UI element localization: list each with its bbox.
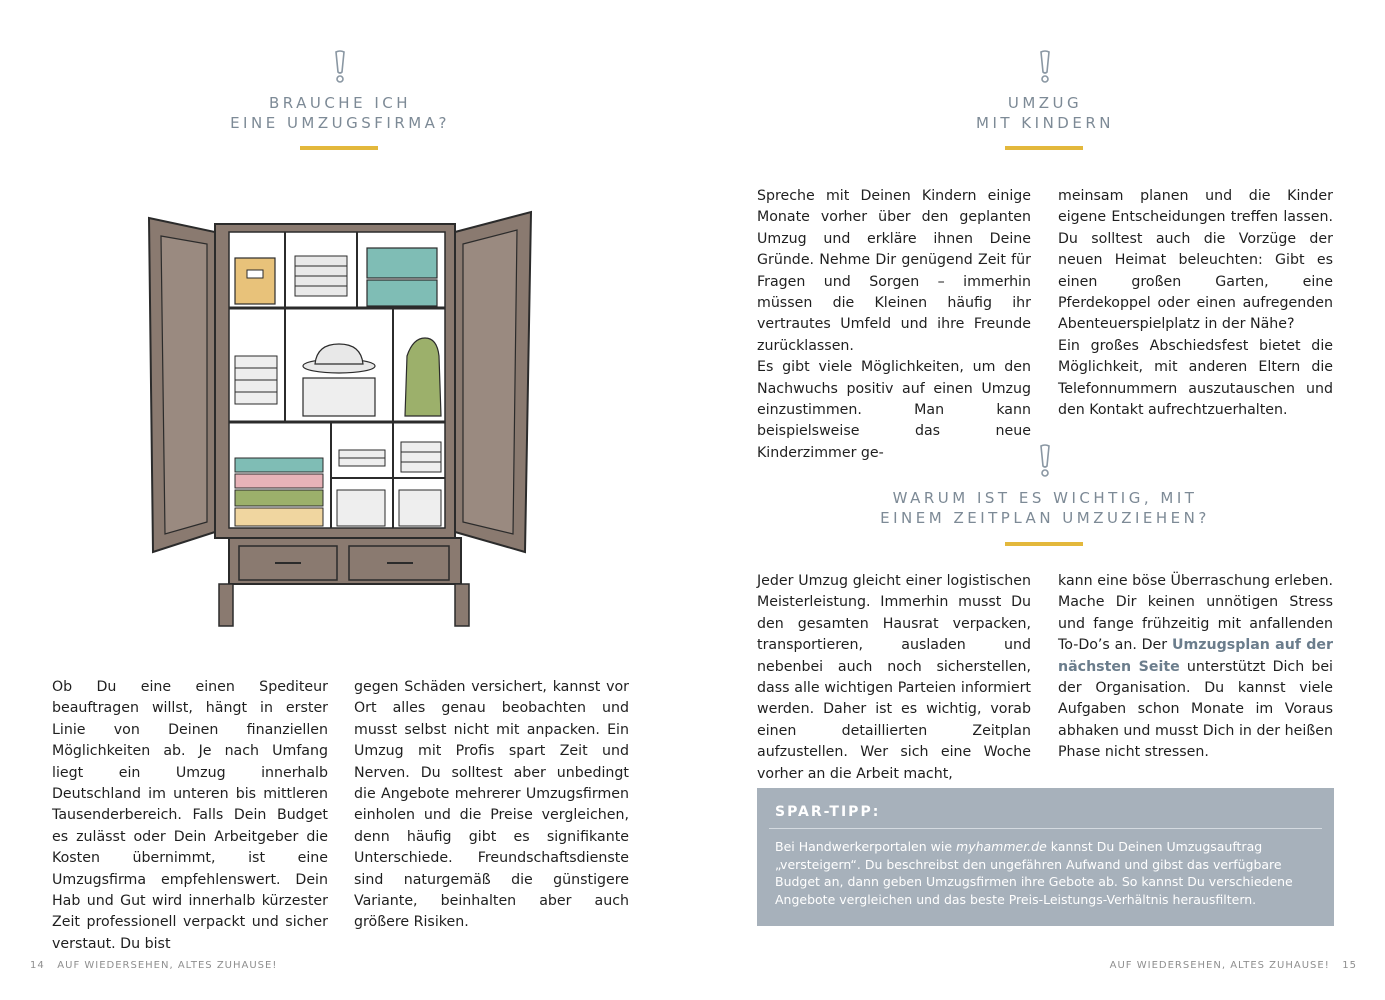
heading-underline xyxy=(1005,542,1083,546)
running-title: AUF WIEDERSEHEN, ALTES ZUHAUSE! xyxy=(57,960,278,971)
left-page xyxy=(0,0,692,1000)
footer-right xyxy=(1110,960,1357,971)
tip-divider xyxy=(769,828,1322,829)
heading-umzug-kindern: UMZUG MIT KINDERN xyxy=(976,94,1114,132)
heading-umzugsfirma: BRAUCHE ICH EINE UMZUGSFIRMA? xyxy=(230,94,450,132)
text-column-1: Ob Du eine einen Spediteur beauftragen willst, hängt in erster Linie von Deinen finanziellen Möglichkeiten ab. Je nach Umfang liegt ein Umzug innerhalb Deutschland im unteren bis mittleren Tausenderbereich. Falls Dein Budget es zulässt oder Dein Arbeitgeber die Kosten übernimmt, ist eine Umzugsfirma empfehlenswert. Dein Hab und Gut wird innerhalb kürzester Zeit professionell verpackt und sicher verstaut. Du bist xyxy=(52,679,328,952)
umzugsplan-link[interactable]: Umzugsplan auf der nächsten Seite xyxy=(1058,637,1333,675)
tip-title: SPAR-TIPP: xyxy=(775,804,881,820)
text-column-4: kann eine böse Überraschung erleben. Mache Dir keinen unnötigen Stress und fange frühzeitig mit anfallenden To-Do’s an. Der Umzugsplan auf der nächsten Seite unterstützt Dich bei der Organisation. Du kannst viele Aufgaben schon Monate im Voraus abhaken und musst Dich in der heißen Phase nicht stressen. xyxy=(1058,573,1333,761)
page-number: 15 xyxy=(1342,960,1357,971)
text-column-2: meinsam planen und die Kinder eigene Entscheidungen treffen lassen. Du solltest auch die Vorzüge der neuen Heimat beleuchten: Gibt es einen großen Garten, eine Pferdekoppel oder einen aufregenden Abenteuerspielplatz in der Nähe? Ein großes Abschiedsfest bietet die Möglichkeit, mit anderen Eltern die Telefonnummern auszutauschen und den Kontakt aufrechtzuerhalten. xyxy=(1058,188,1333,419)
heading-underline xyxy=(300,146,378,150)
heading-zeitplan: WARUM IST ES WICHTIG, MIT EINEM ZEITPLAN UMZUZIEHEN? xyxy=(880,489,1210,527)
text-column-2: gegen Schäden versichert, kannst vor Ort alles genau beobachten und musst selbst nicht mit anpacken. Ein Umzug mit Profis spart Zeit und Nerven. Du solltest aber unbedingt die Angebote mehrerer Umzugsfirmen einholen und die Preise vergleichen, denn häufig gibt es signifikante Unterschiede. Freundschaftsdienste sind naturgemäß die günstigere Variante, beinhalten aber auch größere Risiken. xyxy=(354,679,629,931)
text-column-1: Spreche mit Deinen Kindern einige Monate vorher über den geplanten Umzug und erkläre ihnen Deine Gründe. Nehme Dir genügend Zeit für Fragen und Sorgen – immerhin müssen die Kleinen häufig ihr vertrautes Umfeld und ihre Freunde zurücklassen. Es gibt viele Möglichkeiten, um den Nachwuchs positiv auf einen Umzug einzustimmen. Man kann beispielsweise das neue Kinderzimmer ge- xyxy=(757,188,1031,461)
footer-left xyxy=(30,960,277,971)
page-number: 14 xyxy=(30,960,45,971)
tip-site-name: myhammer.de xyxy=(956,839,1047,854)
tip-text: Bei Handwerkerportalen wie myhammer.de kannst Du Deinen Umzugsauftrag „versteigern“. Du beschreibst den ungefähren Aufwand und gibst das verfügbare Budget an, dann geben Umzugsfirmen ihre Gebote ab. So kannst Du verschiedene Angebote vergleichen und das beste Preis-Leistungs-Verhältnis herausfiltern. xyxy=(775,839,1293,907)
spar-tipp-box xyxy=(757,788,1334,926)
right-page xyxy=(692,0,1385,1000)
text-column-3: Jeder Umzug gleicht einer logistischen Meisterleistung. Immerhin musst Du den gesamten Hausrat verpacken, transportieren, ausladen und nebenbei auch noch sicherstellen, dass alle wichtigen Parteien informiert werden. Daher ist es wichtig, vorab einen detaillierten Zeitplan aufzustellen. Wer sich eine Woche vorher an die Arbeit macht, xyxy=(757,573,1031,782)
exclamation-icon xyxy=(1038,50,1052,84)
running-title: AUF WIEDERSEHEN, ALTES ZUHAUSE! xyxy=(1109,960,1330,971)
wardrobe-illustration xyxy=(145,196,545,632)
exclamation-icon xyxy=(333,50,347,84)
heading-underline xyxy=(1005,146,1083,150)
exclamation-icon xyxy=(1038,444,1052,478)
